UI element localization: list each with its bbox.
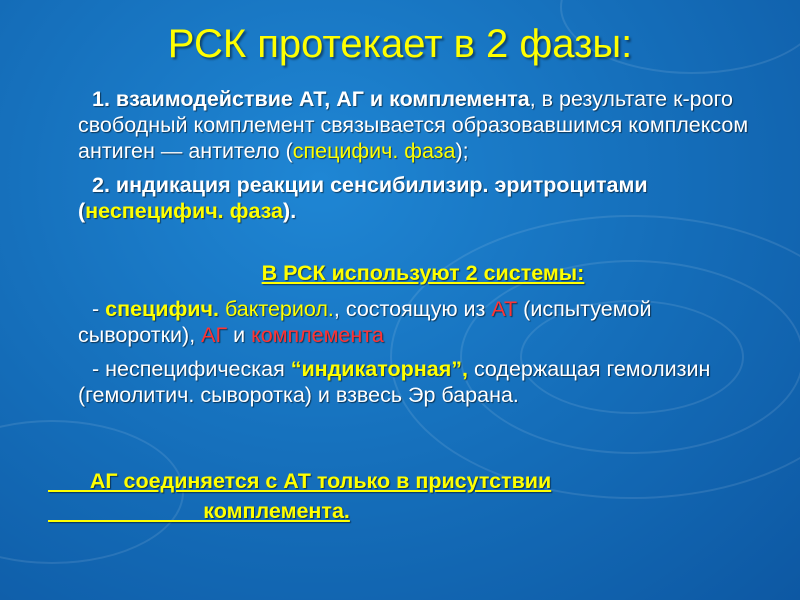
system-1-dash: - xyxy=(92,297,106,321)
system-1-text-3: и xyxy=(227,323,252,347)
phase-1-end: ); xyxy=(455,139,469,163)
system-2-text-1: - неспецифическая xyxy=(92,357,291,381)
system-1-text-1: , состоящую из xyxy=(333,297,492,321)
phase-1-number: 1. xyxy=(92,87,116,111)
system-2-paragraph xyxy=(78,356,768,408)
system-2-text-2: содержащая гемолизин (гемолитич. сыворотка) и взвесь Эр барана. xyxy=(78,357,711,407)
phase-2-highlight: неспецифич. фаза xyxy=(85,199,284,223)
conclusion-line-2: комплемента. xyxy=(48,499,350,523)
system-1-text-2: (испытуемой сыворотки), xyxy=(78,297,652,347)
phase-2-paragraph xyxy=(78,172,768,224)
phase-1-paragraph xyxy=(78,86,768,164)
phase-2-bold: 2. индикация реакции сенсибилизир. эритроцитами ( xyxy=(78,173,648,223)
phase-1-text: , в результате к-рого свободный комплемент связывается образовавшимся комплексом антиген — антитело ( xyxy=(78,87,749,163)
system-1-paragraph xyxy=(78,296,768,348)
systems-heading: В РСК используют 2 системы: xyxy=(261,261,585,285)
system-1-red-3: комплемента xyxy=(251,323,384,347)
phase-2-end: ). xyxy=(283,199,297,223)
slide-title: РСК протекает в 2 фазы: xyxy=(167,22,633,66)
system-2-yellow-bold: “индикаторная”, xyxy=(290,357,468,381)
phase-1-highlight: специфич. фаза xyxy=(292,139,456,163)
system-1-red-1: АТ xyxy=(491,297,518,321)
slide-body xyxy=(78,86,768,416)
system-1-red-2: АГ xyxy=(201,323,228,347)
phase-1-bold: взаимодействие АТ, АГ и комплемента xyxy=(115,87,530,111)
system-1-bold: специфич. xyxy=(105,297,219,321)
conclusion xyxy=(48,466,748,526)
conclusion-line-1: АГ соединяется с АТ только в присутствии xyxy=(48,469,552,493)
system-1-yellow: бактериол. xyxy=(218,297,334,321)
